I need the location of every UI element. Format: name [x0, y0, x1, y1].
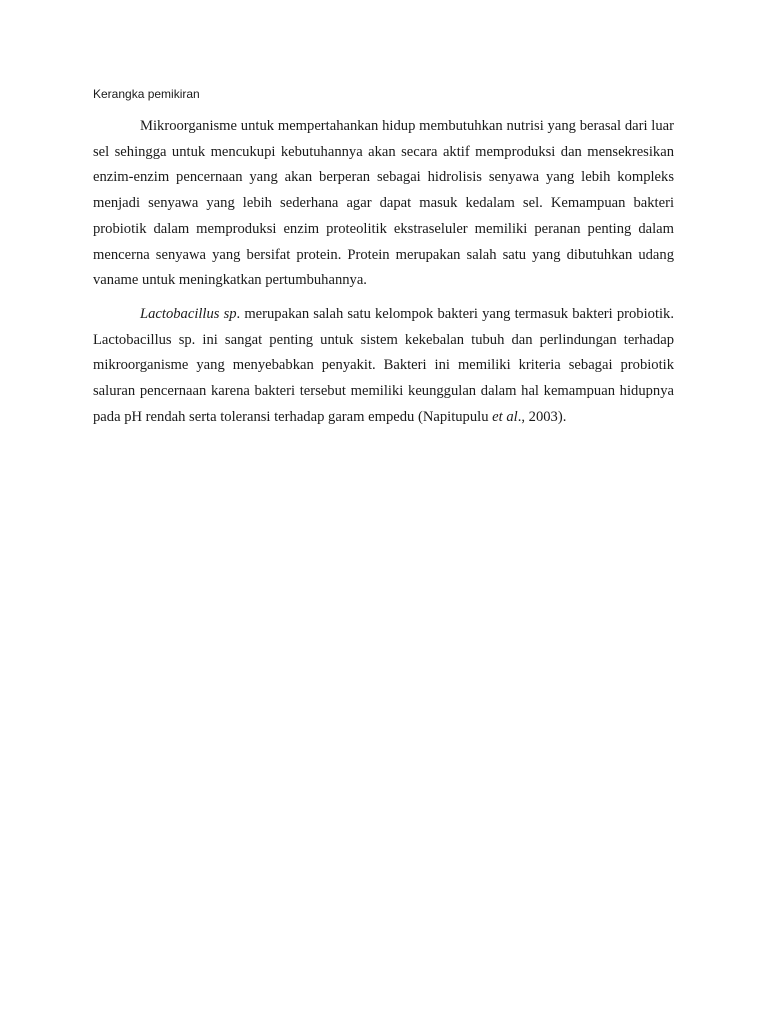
citation-year: ., 2003). [517, 408, 567, 425]
paragraph-2-body: . merupakan salah satu kelompok bakteri yang termasuk bakteri probiotik. Lactobacillus sp. ini sangat penting untuk sistem kekebalan tubuh dan perlindungan terhadap mikroorganisme yang menyebabkan penyakit. Bakteri ini memiliki kriteria sebagai probiotik saluran pencernaan karena bakteri tersebut memiliki keunggulan dalam hal kemampuan hidupnya pada pH rendah serta toleransi terhadap garam empedu (Napitupulu [93, 305, 674, 425]
paragraph-1: Mikroorganisme untuk mempertahankan hidup membutuhkan nutrisi yang berasal dari luar sel sehingga untuk mencukupi kebutuhannya akan secara aktif memproduksi dan mensekresikan enzim-enzim pencernaan yang akan berperan sebagai hidrolisis senyawa yang lebih kompleks menjadi senyawa yang lebih sederhana agar dapat masuk kedalam sel. Kemampuan bakteri probiotik dalam memproduksi enzim proteolitik ekstraseluler memiliki peranan penting dalam mencerna senyawa yang bersifat protein. Protein merupakan salah satu yang dibutuhkan udang vaname untuk meningkatkan pertumbuhannya. [93, 118, 674, 289]
citation-et-al: et al [492, 408, 518, 425]
section-heading: Kerangka pemikiran [93, 87, 200, 101]
species-name: Lactobacillus sp [140, 305, 237, 322]
body-text [93, 114, 674, 430]
paragraph-2 [93, 302, 674, 431]
